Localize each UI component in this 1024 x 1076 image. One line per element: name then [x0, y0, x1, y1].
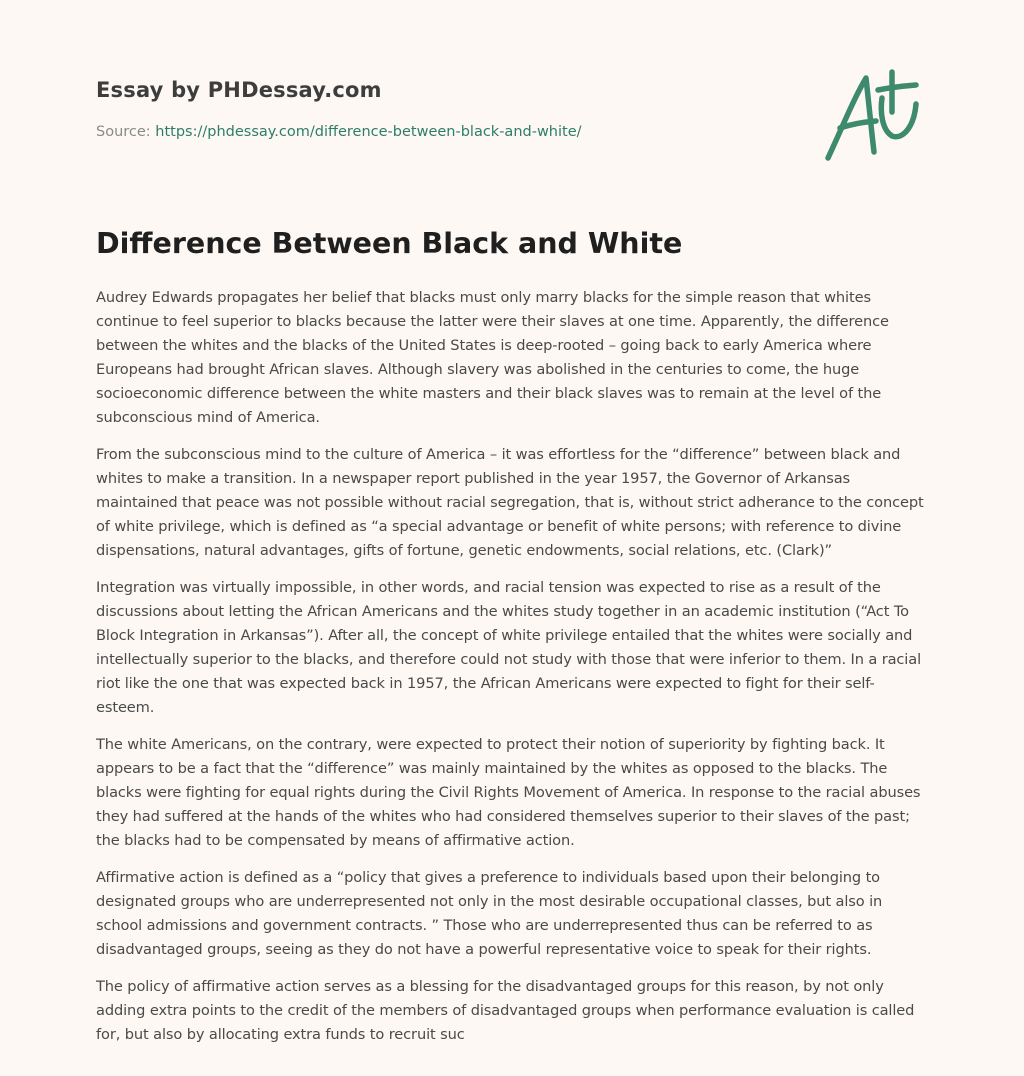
essay-paragraph: Audrey Edwards propagates her belief that blacks must only marry blacks for the simple reason that whites continue to feel superior to blacks because the latter were their slaves at one time. Apparently, the difference between the whites and the blacks of the United States is deep-rooted – going back to early America where Europeans had brought African slaves. Although slavery was abolished in the centuries to come, the huge socioeconomic difference between the white masters and their black slaves was to remain at the level of the subconscious mind of America.: [96, 289, 889, 426]
essay-paragraph: The policy of affirmative action serves as a blessing for the disadvantaged groups for this reason, by not only adding extra points to the credit of the members of disadvantaged groups when performance evaluation is called for, but also by allocating extra funds to recruit suc: [96, 978, 915, 1043]
essay-paragraph: Integration was virtually impossible, in other words, and racial tension was expected to rise as a result of the discussions about letting the African Americans and the whites study together in an academic institution (“Act To Block Integration in Arkansas”). After all, the concept of white privilege entailed that the whites were socially and intellectually superior to the blacks, and therefore could not study with those that were inferior to them. In a racial riot like the one that was expected back in 1957, the African Americans were expected to fight for their self-esteem.: [96, 579, 922, 716]
a-plus-logo-icon: [822, 68, 926, 166]
essay-body: [96, 286, 932, 1060]
source-link[interactable]: https://phdessay.com/difference-between-black-and-white/: [155, 124, 582, 140]
essay-paragraph: From the subconscious mind to the culture of America – it was effortless for the “difference” between black and whites to make a transition. In a newspaper report published in the year 1957, the Governor of Arkansas maintained that peace was not possible without racial segregation, that is, without strict adherance to the concept of white privilege, which is defined as “a special advantage or benefit of white persons; with reference to divine dispensations, natural advantages, gifts of fortune, genetic endowments, social relations, etc. (Clark)”: [96, 446, 924, 559]
source-line: [96, 124, 582, 140]
essay-paragraph: Affirmative action is defined as a “policy that gives a preference to individuals based upon their belonging to designated groups who are underrepresented not only in the most desirable occupational classes, but also in school admissions and government contracts. ” Those who are underrepresented thus can be referred to as disadvantaged groups, seeing as they do not have a powerful representative voice to speak for their rights.: [96, 869, 883, 958]
source-label: Source:: [96, 124, 156, 140]
essay-title: Difference Between Black and White: [96, 227, 683, 260]
essay-paragraph: The white Americans, on the contrary, were expected to protect their notion of superiority by fighting back. It appears to be a fact that the “difference” was mainly maintained by the whites as opposed to the blacks. The blacks were fighting for equal rights during the Civil Rights Movement of America. In response to the racial abuses they had suffered at the hands of the whites who had considered themselves superior to their slaves of the past; the blacks had to be compensated by means of affirmative action.: [96, 736, 921, 849]
site-brand: Essay by PHDessay.com: [96, 78, 382, 102]
